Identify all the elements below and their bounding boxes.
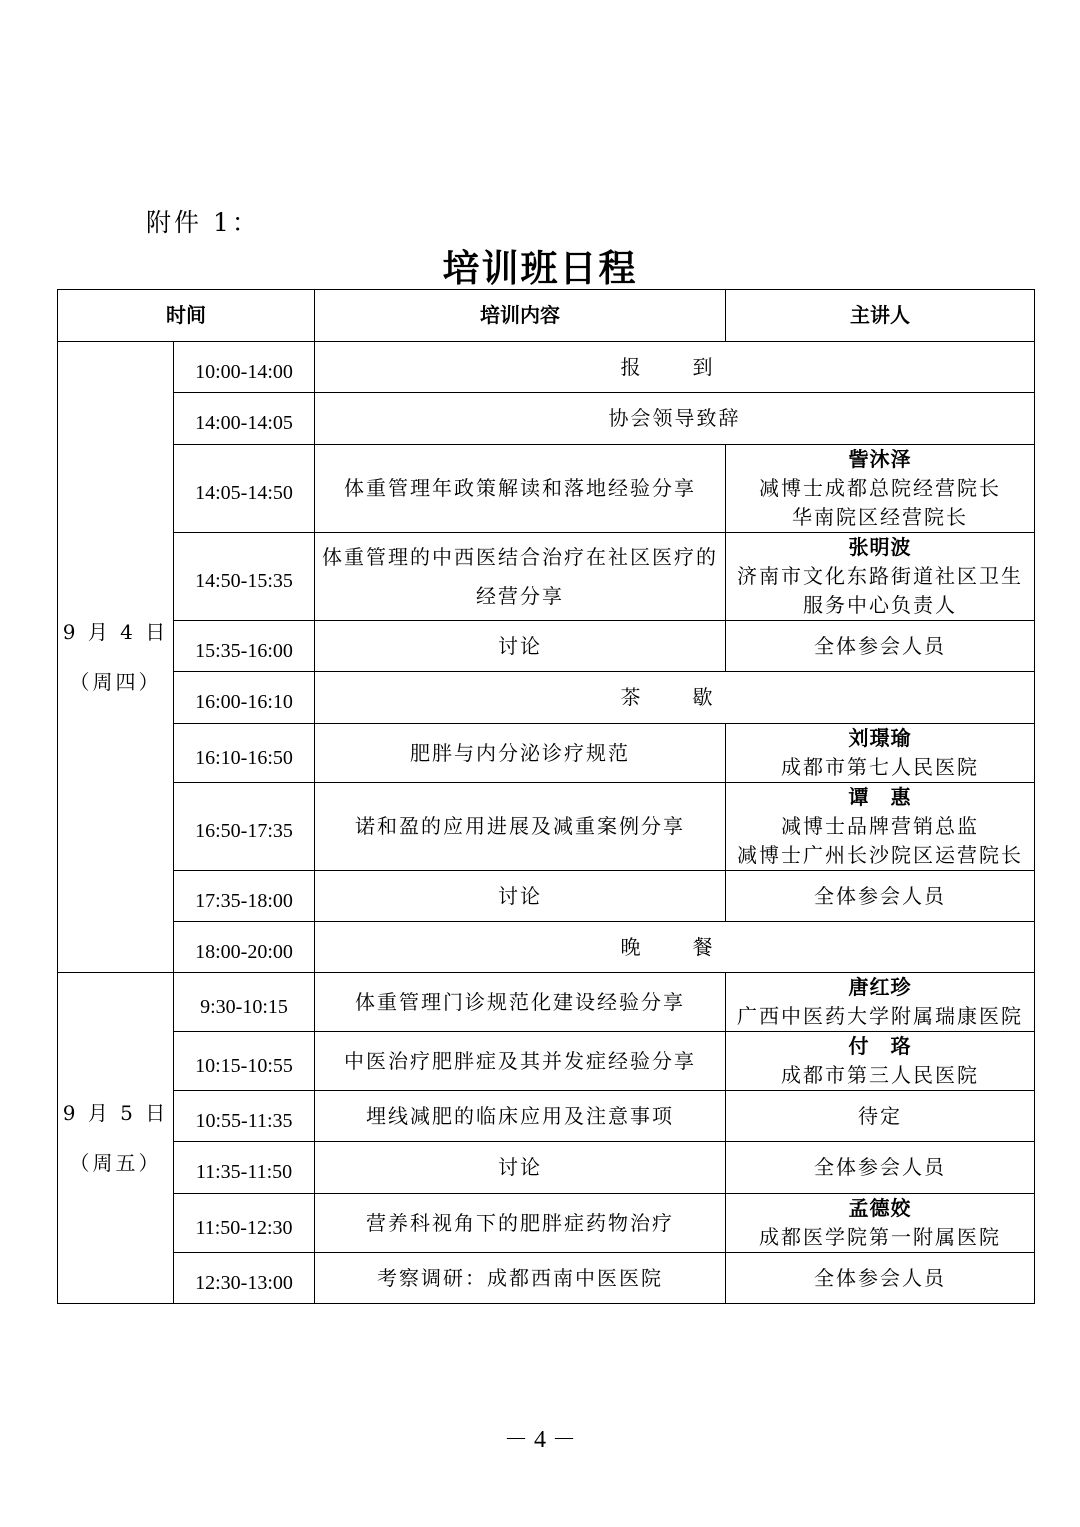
- speaker-cell: [726, 445, 1035, 533]
- time-cell: 14:05-14:50: [174, 445, 315, 533]
- time-cell: 11:35-11:50: [174, 1142, 315, 1194]
- content-cell: 中医治疗肥胖症及其并发症经验分享: [315, 1032, 726, 1091]
- speaker-cell: 全体参会人员: [726, 871, 1035, 922]
- speaker-org: 成都医学院第一附属医院: [759, 1225, 1001, 1249]
- header-time: 时间: [58, 290, 315, 342]
- day-weekday: （周五）: [69, 1151, 162, 1175]
- speaker-name: 张明波: [848, 535, 912, 559]
- table-row: [58, 724, 1035, 783]
- content-cell: 讨论: [315, 1142, 726, 1194]
- speaker-cell: 全体参会人员: [726, 1142, 1035, 1194]
- speaker-org: 减博士品牌营销总监: [781, 814, 979, 838]
- content-cell: 营养科视角下的肥胖症药物治疗: [315, 1194, 726, 1253]
- time-cell: 9:30-10:15: [174, 973, 315, 1032]
- attachment-label: 附件 1：: [146, 208, 260, 237]
- speaker-name: 訾沐泽: [848, 447, 912, 471]
- content-cell: 埋线减肥的临床应用及注意事项: [315, 1091, 726, 1142]
- content-cell: 体重管理的中西医结合治疗在社区医疗的经营分享: [315, 533, 726, 621]
- time-cell: 12:30-13:00: [174, 1253, 315, 1304]
- speaker-cell: [726, 724, 1035, 783]
- page-number: － 4 －: [504, 1427, 576, 1453]
- content-cell: 协会领导致辞: [315, 393, 1035, 445]
- speaker-cell: [726, 1194, 1035, 1253]
- table-row: [58, 445, 1035, 533]
- time-cell: 16:50-17:35: [174, 783, 315, 871]
- time-cell: 10:00-14:00: [174, 342, 315, 393]
- time-cell: 16:00-16:10: [174, 672, 315, 724]
- header-content: 培训内容: [315, 290, 726, 342]
- table-row: [58, 871, 1035, 922]
- time-cell: 15:35-16:00: [174, 621, 315, 672]
- table-row: [58, 922, 1035, 973]
- content-cell: 肥胖与内分泌诊疗规范: [315, 724, 726, 783]
- table-row: [58, 1253, 1035, 1304]
- speaker-cell: 全体参会人员: [726, 621, 1035, 672]
- time-cell: 17:35-18:00: [174, 871, 315, 922]
- content-cell: 讨论: [315, 871, 726, 922]
- content-cell: 讨论: [315, 621, 726, 672]
- speaker-name: 付 珞: [848, 1034, 912, 1058]
- speaker-org: 减博士广州长沙院区运营院长: [737, 843, 1023, 867]
- day-date: 9 月 5 日: [62, 1101, 169, 1125]
- speaker-cell: [726, 973, 1035, 1032]
- day-date: 9 月 4 日: [62, 620, 169, 644]
- content-cell: 诺和盈的应用进展及减重案例分享: [315, 783, 726, 871]
- time-cell: 11:50-12:30: [174, 1194, 315, 1253]
- table-row: [58, 973, 1035, 1032]
- day-weekday: （周四）: [69, 670, 162, 694]
- time-cell: 14:50-15:35: [174, 533, 315, 621]
- table-row: [58, 1032, 1035, 1091]
- time-cell: 10:15-10:55: [174, 1032, 315, 1091]
- speaker-org: 华南院区经营院长: [792, 505, 968, 529]
- page-title: 培训班日程: [442, 246, 638, 290]
- table-row: [58, 1142, 1035, 1194]
- table-row: [58, 783, 1035, 871]
- table-row: [58, 672, 1035, 724]
- speaker-cell: [726, 1032, 1035, 1091]
- speaker-name: 孟德姣: [848, 1196, 912, 1220]
- header-speaker: 主讲人: [726, 290, 1035, 342]
- day-cell: [58, 973, 174, 1304]
- speaker-cell: 全体参会人员: [726, 1253, 1035, 1304]
- table-row: [58, 621, 1035, 672]
- table-row: [58, 342, 1035, 393]
- speaker-name: 谭 惠: [848, 785, 912, 809]
- speaker-name: 唐红珍: [848, 975, 912, 999]
- content-cell: 报 到: [315, 342, 1035, 393]
- schedule-table: [57, 289, 1035, 1304]
- content-cell: 体重管理年政策解读和落地经验分享: [315, 445, 726, 533]
- speaker-cell: 待定: [726, 1091, 1035, 1142]
- content-cell: 晚 餐: [315, 922, 1035, 973]
- speaker-org: 成都市第七人民医院: [781, 755, 979, 779]
- header-row: [58, 290, 1035, 342]
- time-cell: 10:55-11:35: [174, 1091, 315, 1142]
- speaker-org: 成都市第三人民医院: [781, 1063, 979, 1087]
- speaker-cell: [726, 783, 1035, 871]
- content-cell: 体重管理门诊规范化建设经验分享: [315, 973, 726, 1032]
- time-cell: 14:00-14:05: [174, 393, 315, 445]
- content-cell: 考察调研：成都西南中医医院: [315, 1253, 726, 1304]
- day-cell: [58, 342, 174, 973]
- speaker-org: 济南市文化东路街道社区卫生服务中心负责人: [737, 564, 1023, 617]
- speaker-cell: [726, 533, 1035, 621]
- speaker-name: 刘璟瑜: [848, 726, 912, 750]
- table-row: [58, 533, 1035, 621]
- table-row: [58, 393, 1035, 445]
- speaker-org: 减博士成都总院经营院长: [759, 476, 1001, 500]
- content-cell: 茶 歇: [315, 672, 1035, 724]
- time-cell: 16:10-16:50: [174, 724, 315, 783]
- speaker-org: 广西中医药大学附属瑞康医院: [737, 1004, 1023, 1028]
- table-row: [58, 1194, 1035, 1253]
- table-row: [58, 1091, 1035, 1142]
- time-cell: 18:00-20:00: [174, 922, 315, 973]
